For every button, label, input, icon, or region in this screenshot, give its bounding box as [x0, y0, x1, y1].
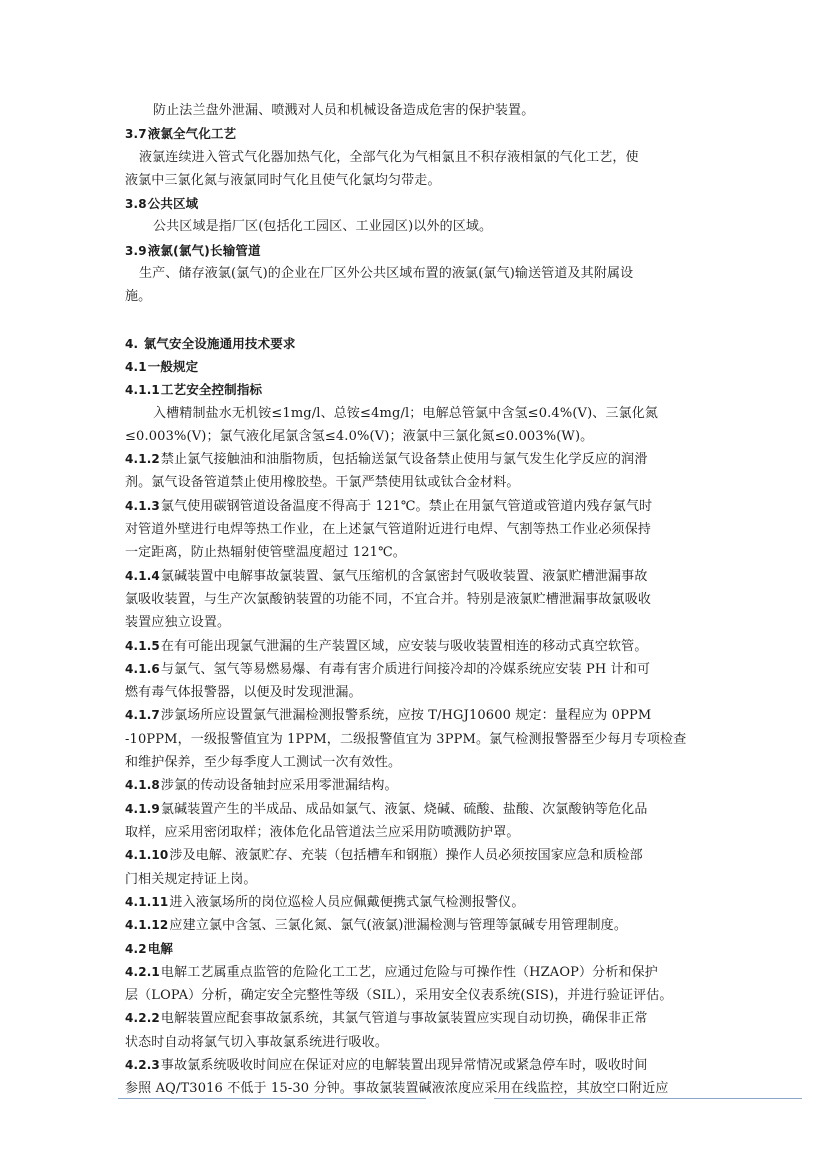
text-line: [125, 146, 715, 169]
clause-number: 4.1.7: [125, 708, 160, 723]
line-text: 涉及电解、液氯贮存、充装（包括槽车和钢瓶）操作人员必须按国家应急和质检部: [169, 848, 643, 864]
clause-number: 4.1.12: [125, 918, 169, 933]
text-line: [125, 961, 715, 984]
text-line: [125, 751, 715, 774]
footer-rule-left: [118, 1098, 426, 1099]
text-line: [125, 425, 715, 448]
text-line: [125, 541, 715, 564]
section-heading: [125, 332, 715, 355]
text-line: [125, 681, 715, 704]
line-text: 门相关规定持证上岗。: [125, 871, 257, 887]
line-text: 装置应独立设置。: [125, 615, 231, 631]
line-text: 液氯中三氯化氮与液氯同时气化且使气化氯均匀带走。: [125, 172, 441, 188]
text-line: [125, 588, 715, 611]
text-line: [125, 1007, 715, 1030]
text-line: [125, 169, 715, 192]
text-line: [125, 821, 715, 844]
line-text: 一般规定: [147, 358, 199, 374]
text-line: [125, 518, 715, 541]
text-line: [125, 1054, 715, 1077]
line-text: 氯气使用碳钢管道设备温度不得高于 121℃。禁止在用氯气管道或管道内残存氯气时: [160, 498, 653, 514]
line-text: 电解装置应配套事故氯系统，其氯气管道与事故氯装置应实现自动切换，确保非正常: [160, 1011, 648, 1027]
line-text: 一定距离，防止热辐射使管壁温度超过 121℃。: [125, 545, 406, 561]
text-line: [125, 891, 715, 914]
line-text: 液氯全气化工艺: [147, 126, 237, 142]
text-line: [125, 914, 715, 937]
line-text: 公共区域: [147, 196, 199, 212]
clause-number: 4.1: [125, 359, 147, 374]
clause-number: 4.2.3: [125, 1057, 160, 1072]
line-text: 与氯气、氢气等易燃易爆、有毒有害介质进行间接冷却的冷媒系统应安装 PH 计和可: [160, 661, 651, 677]
clause-number: 4.1.8: [125, 778, 160, 793]
line-text: 氯碱装置产生的半成品、成品如氯气、液氯、烧碱、硫酸、盐酸、次氯酸钠等危化品: [160, 801, 648, 817]
text-line: [125, 215, 715, 238]
text-line: [125, 774, 715, 797]
clause-number: 4.1.10: [125, 848, 169, 863]
text-line: [125, 495, 715, 518]
line-text: 和维护保养，至少每季度人工测试一次有效性。: [125, 755, 402, 771]
line-text: 燃有毒气体报警器，以便及时发现泄漏。: [125, 685, 362, 701]
clause-number: 4.2: [125, 942, 147, 957]
clause-number: 4.: [125, 336, 139, 351]
clause-number: 4.1.4: [125, 568, 160, 583]
clause-number: 3.7: [125, 127, 147, 142]
line-text: 取样，应采用密闭取样；液体危化品管道法兰应采用防喷溅防护罩。: [125, 824, 520, 840]
line-text: 生产、储存液氯(氯气)的企业在厂区外公共区域布置的液氯(氯气)输送管道及其附属设: [139, 266, 634, 282]
line-text: 应建立氯中含氢、三氯化氮、氯气(液氯)泄漏检测与管理等氯碱专用管理制度。: [169, 918, 627, 934]
clause-number: 4.2.1: [125, 964, 160, 979]
clause-number: 4.1.1: [125, 383, 160, 398]
clause-number: 4.1.9: [125, 801, 160, 816]
section-heading: [125, 378, 715, 401]
line-text: 涉氯的传动设备轴封应采用零泄漏结构。: [160, 778, 398, 794]
document-body: [125, 99, 715, 1100]
section-heading: [125, 122, 715, 145]
blank-line: [125, 309, 715, 332]
text-line: [125, 402, 715, 425]
line-text: 氯气安全设施通用技术要求: [139, 335, 296, 351]
text-line: [125, 611, 715, 634]
line-text: -10PPM，一级报警值宜为 1PPM，二级报警值宜为 3PPM。氯气检测报警器至少每月专项检查: [125, 731, 687, 747]
text-line: [125, 868, 715, 891]
line-text: 公共区域是指厂区(包括化工园区、工业园区)以外的区域。: [153, 219, 493, 235]
footer-rule-right: [494, 1098, 802, 1099]
text-line: [125, 285, 715, 308]
text-line: [125, 844, 715, 867]
line-text: 工艺安全控制指标: [160, 382, 263, 398]
text-line: [125, 658, 715, 681]
text-line: [125, 704, 715, 727]
line-text: 氯吸收装置，与生产次氯酸钠装置的功能不同，不宜合并。特别是液氯贮槽泄漏事故氯吸收: [125, 591, 652, 607]
clause-number: 4.1.2: [125, 452, 160, 467]
text-line: [125, 99, 715, 122]
line-text: 电解工艺属重点监管的危险化工工艺，应通过危险与可操作性（HZAOP）分析和保护: [160, 964, 658, 980]
line-text: 状态时自动将氯气切入事故氯系统进行吸收。: [125, 1034, 389, 1050]
section-heading: [125, 239, 715, 262]
text-line: [125, 1031, 715, 1054]
clause-number: 3.9: [125, 243, 147, 258]
line-text: 氯碱装置中电解事故氯装置、氯气压缩机的含氯密封气吸收装置、液氯贮槽泄漏事故: [160, 568, 648, 584]
clause-number: 4.1.3: [125, 498, 160, 513]
text-line: [125, 635, 715, 658]
line-text: 禁止氯气接触油和油脂物质，包括输送氯气设备禁止使用与氯气发生化学反应的润滑: [160, 452, 648, 468]
clause-number: 4.1.5: [125, 638, 160, 653]
text-line: [125, 471, 715, 494]
line-text: 入槽精制盐水无机铵≤1mg/l、总铵≤4mg/l；电解总管氯中含氢≤0.4%(V)、三氯化氮: [153, 405, 659, 421]
clause-number: 4.1.11: [125, 894, 169, 909]
line-text: 参照 AQ/T3016 不低于 15-30 分钟。事故氯装置碱液浓度应采用在线监控，其放空口附近应: [125, 1081, 669, 1097]
line-text: ≤0.003%(V)；氯气液化尾氯含氢≤4.0%(V)；液氯中三氯化氮≤0.003%(W)。: [125, 428, 594, 444]
text-line: [125, 262, 715, 285]
text-line: [125, 728, 715, 751]
clause-number: 4.1.6: [125, 661, 160, 676]
clause-number: 4.2.2: [125, 1011, 160, 1026]
line-text: 事故氯系统吸收时间应在保证对应的电解装置出现异常情况或紧急停车时，吸收时间: [160, 1057, 648, 1073]
line-text: 电解: [147, 941, 174, 957]
section-heading: [125, 937, 715, 960]
line-text: 液氯(氯气)长输管道: [147, 242, 261, 258]
section-heading: [125, 355, 715, 378]
line-text: 对管道外壁进行电焊等热工作业，在上述氯气管道附近进行电焊、气割等热工作业必须保持: [125, 522, 652, 538]
line-text: 液氯连续进入管式气化器加热气化，全部气化为气相氯且不积存液相氯的气化工艺，使: [139, 149, 639, 165]
line-text: 在有可能出现氯气泄漏的生产装置区域，应安装与吸收装置相连的移动式真空软管。: [160, 638, 648, 654]
text-line: [125, 565, 715, 588]
clause-number: 3.8: [125, 197, 147, 212]
line-text: 涉氯场所应设置氯气泄漏检测报警系统，应按 T/HGJ10600 规定：量程应为 0PPM: [160, 708, 652, 724]
line-text: 层（LOPA）分析，确定安全完整性等级（SIL），采用安全仪表系统(SIS)，并进行验证评估。: [125, 987, 673, 1003]
section-heading: [125, 192, 715, 215]
line-text: 防止法兰盘外泄漏、喷溅对人员和机械设备造成危害的保护装置。: [153, 103, 535, 118]
line-text: 施。: [125, 289, 152, 305]
text-line: [125, 798, 715, 821]
line-text: 进入液氯场所的岗位巡检人员应佩戴便携式氯气检测报警仪。: [169, 894, 525, 910]
text-line: [125, 984, 715, 1007]
line-text: 剂。氯气设备管道禁止使用橡胶垫。干氯严禁使用钛或钛合金材料。: [125, 475, 520, 491]
text-line: [125, 448, 715, 471]
text-line: [125, 1077, 715, 1100]
